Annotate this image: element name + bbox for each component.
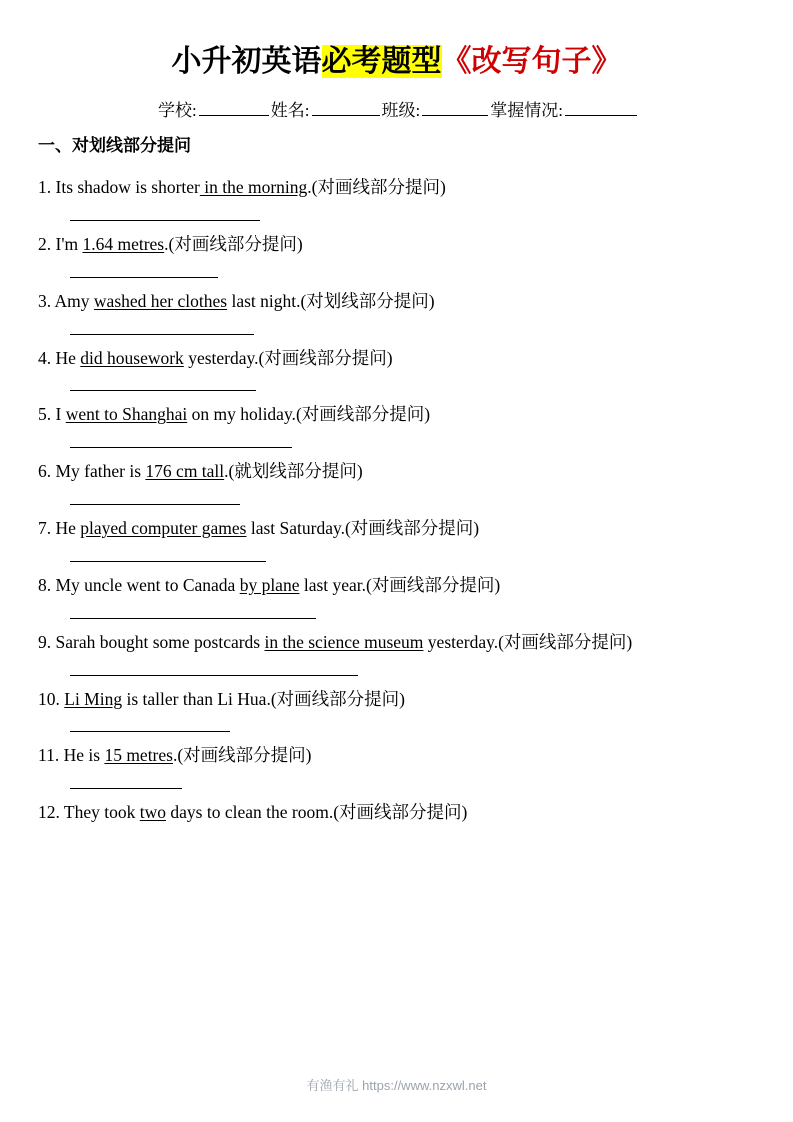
question-text-post: yesterday. <box>183 347 259 368</box>
question-item <box>38 789 759 825</box>
question-item <box>38 619 759 655</box>
question-underlined: in the science museum <box>264 631 424 652</box>
question-number: 5. <box>38 404 52 425</box>
question-item <box>38 391 759 427</box>
question-number: 10. <box>38 688 60 709</box>
title-part-1: 小升初英语 <box>171 45 322 78</box>
question-underlined: 1.64 metres <box>82 233 165 254</box>
question-hint: (对画线部分提问) <box>177 745 312 766</box>
title-part-highlighted: 必考题型 <box>321 45 442 78</box>
question-text-pre: I <box>51 404 66 425</box>
question-text-pre: He <box>51 347 81 368</box>
question-text-pre: My uncle went to Canada <box>51 574 240 595</box>
question-item <box>38 221 759 257</box>
question-text-post: . <box>172 745 178 766</box>
mastery-label: 掌握情况: <box>490 101 563 120</box>
question-number: 9. <box>38 631 52 652</box>
question-underlined: by plane <box>239 574 300 595</box>
school-blank[interactable] <box>199 115 269 116</box>
page-title <box>34 36 759 80</box>
question-underlined: two <box>139 802 167 823</box>
question-text-post: is taller than Li Hua. <box>122 688 271 709</box>
question-hint: (对划线部分提问) <box>300 290 435 311</box>
question-underlined: did housework <box>80 347 184 368</box>
question-item <box>38 278 759 314</box>
question-text-pre: They took <box>59 802 140 823</box>
footer-watermark: 有渔有礼 https://www.nzxwl.net <box>306 1078 487 1093</box>
question-item <box>38 335 759 371</box>
question-number: 1. <box>38 177 52 197</box>
question-text-post: on my holiday. <box>187 404 296 425</box>
question-text-post: last Saturday. <box>246 518 345 539</box>
question-text-post: yesterday. <box>423 631 499 652</box>
question-underlined: went to Shanghai <box>65 404 188 425</box>
question-hint: (对画线部分提问) <box>168 233 303 254</box>
question-item <box>38 164 759 200</box>
question-text-post: days to clean the room. <box>166 802 334 823</box>
question-number: 8. <box>38 574 52 595</box>
question-number: 6. <box>38 461 52 482</box>
question-text-post: last year. <box>299 574 367 595</box>
question-item <box>38 505 759 541</box>
question-hint: (对画线部分提问) <box>333 802 468 823</box>
question-text-post: . <box>307 177 312 197</box>
question-text-post: . <box>224 461 229 482</box>
question-underlined: played computer games <box>80 518 247 539</box>
question-hint: (对画线部分提问) <box>344 518 480 539</box>
question-hint: (对画线部分提问) <box>295 404 431 425</box>
question-text-post: last night. <box>227 290 301 311</box>
question-hint: (对画线部分提问) <box>258 347 393 368</box>
section-heading: 一、对划线部分提问 <box>38 136 191 155</box>
question-hint: (就划线部分提问) <box>228 461 363 482</box>
student-info-line <box>34 96 759 121</box>
question-item <box>38 676 759 712</box>
question-number: 3. <box>38 290 52 311</box>
question-text-pre: He is <box>59 745 105 766</box>
school-label: 学校: <box>158 101 197 120</box>
question-underlined: Li Ming <box>64 688 123 709</box>
question-hint: (对画线部分提问) <box>311 177 446 197</box>
question-number: 7. <box>38 518 52 539</box>
question-text-pre: Sarah bought some postcards <box>51 631 265 652</box>
question-underlined: 15 metres <box>104 745 173 766</box>
question-underlined: 176 cm tall <box>145 461 225 482</box>
name-blank[interactable] <box>312 115 380 116</box>
question-item <box>38 732 759 768</box>
name-label: 姓名: <box>270 101 310 120</box>
question-number: 4. <box>38 347 52 368</box>
question-item <box>38 562 759 598</box>
question-item <box>38 448 759 484</box>
question-text-pre: My father is <box>51 461 146 482</box>
title-part-red: 《改写句子》 <box>441 45 622 78</box>
question-underlined: in the morning <box>199 177 308 197</box>
question-text-pre: Its shadow is shorter <box>51 177 200 197</box>
question-number: 12. <box>38 802 60 823</box>
question-text-pre: Amy <box>51 290 94 311</box>
question-underlined: washed her clothes <box>93 290 228 311</box>
question-text-pre: He <box>51 518 81 539</box>
question-text-post: . <box>164 233 169 254</box>
mastery-blank[interactable] <box>565 115 637 116</box>
class-blank[interactable] <box>422 115 488 116</box>
class-label: 班级: <box>381 101 421 120</box>
question-number: 2. <box>38 233 52 254</box>
question-text-pre: I'm <box>51 233 83 254</box>
question-hint: (对画线部分提问) <box>498 631 633 652</box>
question-hint: (对画线部分提问) <box>366 574 501 595</box>
question-hint: (对画线部分提问) <box>270 688 405 709</box>
question-number: 11. <box>38 745 60 766</box>
